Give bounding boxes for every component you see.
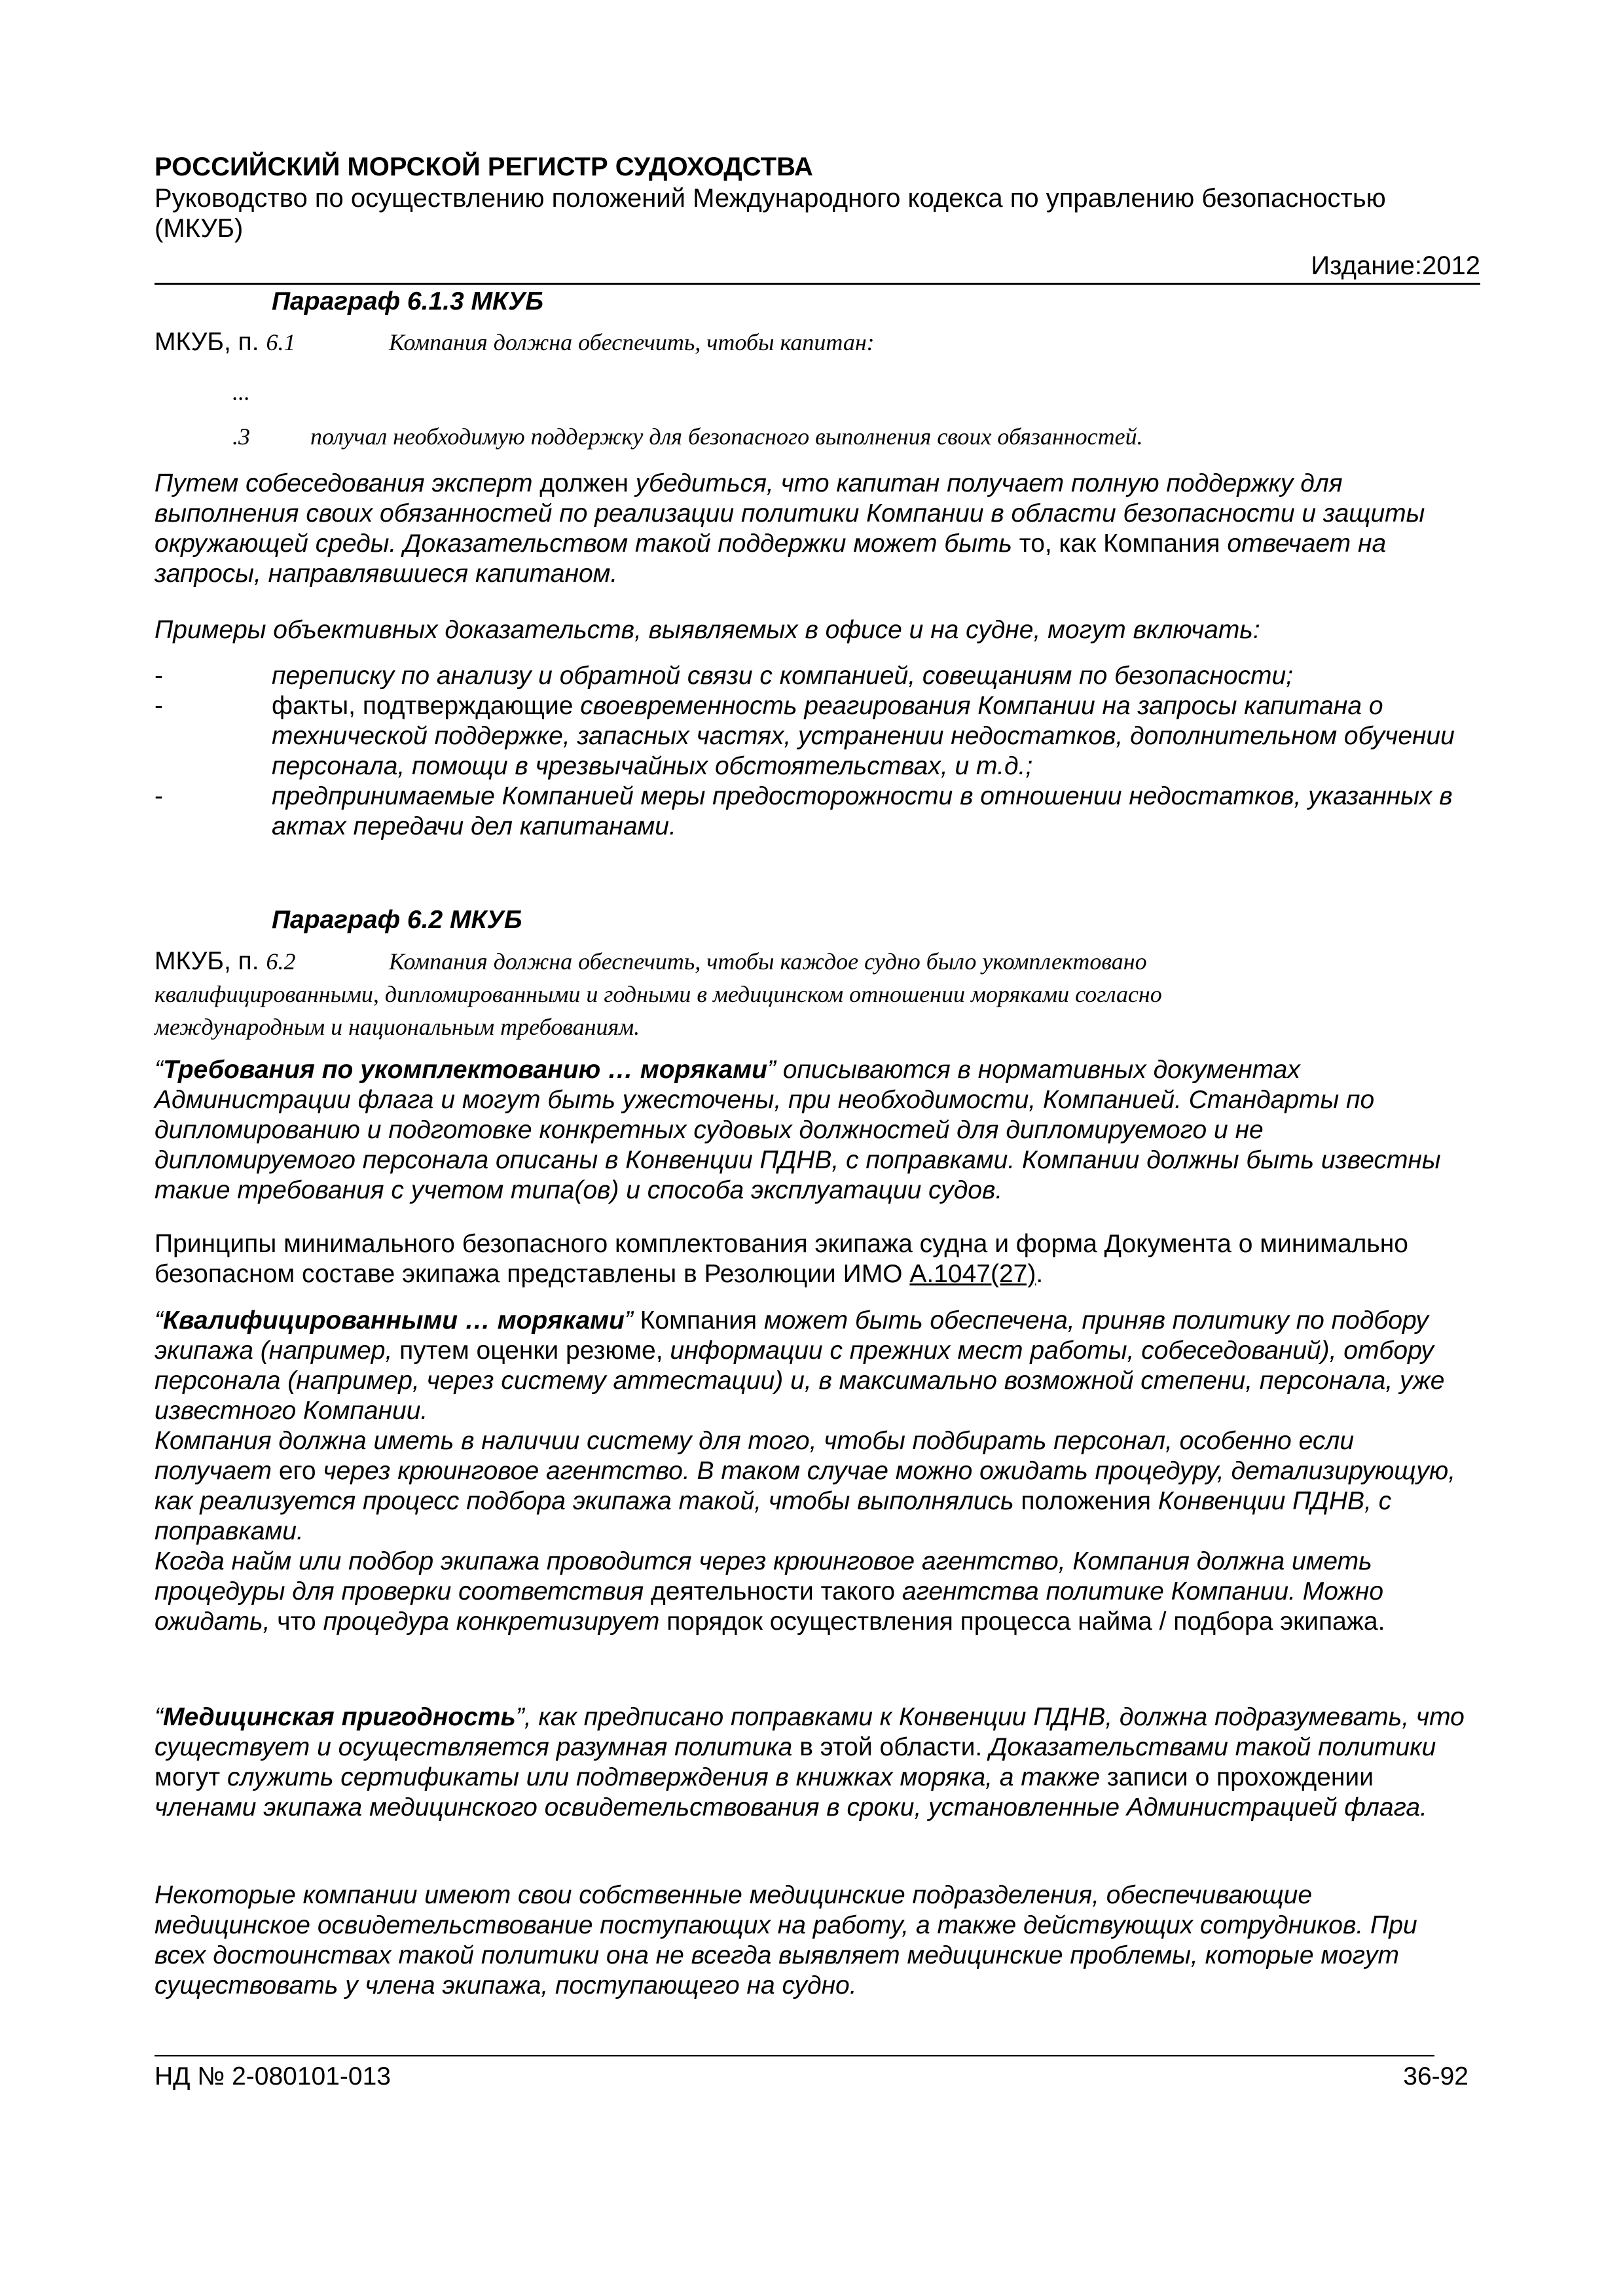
header-subtitle-line2: (МКУБ): [155, 214, 244, 243]
paragraph-manning-requirements: “Требования по укомплектованию … моряками” описываются в нормативных документах Администрации флага и могут быть ужесточены, при необходимости, Компанией. Стандарты по дипломированию и подготовке конкретных судовых должностей для дипломируемого и не дипломируемого персонала описаны в Конвенции ПДНВ, с поправками. Компании должны быть известны такие требования с учетом типа(ов) и способа эксплуатации судов.: [155, 1056, 1441, 1204]
resolution-link[interactable]: А.1047(27): [909, 1260, 1036, 1288]
paragraph-medical-departments: Некоторые компании имеют свои собственные медицинские подразделения, обеспечивающие медицинское освидетельствование поступающих на работу, а также действующих сотрудников. При всех достоинствах такой политики она не всегда выявляет медицинские проблемы, которые могут существовать у члена экипажа, поступающего на судно.: [155, 1881, 1417, 2000]
paragraph-qualified-seafarers: “Квалифицированными … моряками” Компания может быть обеспечена, приняв политику по подбору экипажа (например, путем оценки резюме, информации с прежних мест работы, собеседований), отбору персонала (например, через систему аттестации) и, в максимально возможной степени, персонала, уже известного Компании. Компания должна иметь в наличии систему для того, чтобы подбирать персонал, особенно если получает его через крюинговое агентство. В таком случае можно ожидать процедуру, детализирующую, как реализуется процесс подбора экипажа такой, чтобы выполнялись положения Конвенции ПДНВ, с поправками. Когда найм или подбор экипажа проводится через крюинговое агентство, Компания должна иметь процедуры для проверки соответствия деятельности такого агентства политике Компании. Можно ожидать, что процедура конкретизирует порядок осуществления процесса найма / подбора экипажа.: [155, 1306, 1456, 1636]
section-heading-6-1-3: Параграф 6.1.3 МКУБ: [272, 287, 543, 315]
bullet-item: переписку по анализу и обратной связи с компанией, совещаниям по безопасности;: [272, 662, 1294, 690]
paragraph-examples: Примеры объективных доказательств, выявляемых в офисе и на судне, могут включать:: [155, 616, 1260, 644]
paragraph-interview: Путем собеседования эксперт должен убедиться, что капитан получает полную поддержку для выполнения своих обязанностей по реализации политики Компании в области безопасности и защиты окружающей среды. Доказательством такой поддержки может быть то, как Компания отвечает на запросы, направлявшиеся капитаном.: [155, 469, 1425, 588]
ellipsis: ...: [232, 379, 250, 405]
reference-number: 6.2: [266, 948, 296, 975]
item-text: получал необходимую поддержку для безопасного выполнения своих обязанностей.: [310, 423, 1143, 450]
header-edition: Издание:2012: [1311, 251, 1480, 280]
bullet-item: предпринимаемые Компанией меры предосторожности в отношении недостатков, указанных в актах передачи дел капитанами.: [272, 782, 1453, 840]
reference-number: 6.1: [266, 329, 296, 355]
code-reference-6-2: [155, 946, 295, 977]
reference-label: МКУБ, п.: [155, 947, 259, 975]
reference-text-line3: международным и национальным требованиям.: [155, 1014, 640, 1040]
bullet-dash: -: [155, 662, 163, 690]
footer-page-number: 36-92: [1403, 2062, 1468, 2090]
header-rule: [155, 283, 1480, 285]
reference-text: Компания должна обеспечить, чтобы капитан:: [389, 329, 875, 355]
reference-text-line2: квалифицированными, дипломированными и годными в медицинском отношении моряками согласно: [155, 981, 1162, 1007]
code-reference-6-1: [155, 327, 295, 357]
paragraph-medical-fitness: “Медицинская пригодность”, как предписано поправками к Конвенции ПДНВ, должна подразумевать, что существует и осуществляется разумная политика в этой области. Доказательствами такой политики могут служить сертификаты или подтверждения в книжках моряка, а также записи о прохождении членами экипажа медицинского освидетельствования в сроки, установленные Администрацией флага.: [155, 1703, 1465, 1821]
header-org: РОССИЙСКИЙ МОРСКОЙ РЕГИСТР СУДОХОДСТВА: [155, 152, 813, 181]
header-subtitle-line1: Руководство по осуществлению положений Международного кодекса по управлению безопасностью: [155, 184, 1386, 213]
footer-rule: [155, 2055, 1434, 2056]
reference-text-line1: Компания должна обеспечить, чтобы каждое судно было укомплектовано: [389, 948, 1147, 975]
bullet-dash: -: [155, 692, 163, 720]
section-heading-6-2: Параграф 6.2 МКУБ: [272, 906, 522, 934]
paragraph-minimum-manning: Принципы минимального безопасного комплектования экипажа судна и форма Документа о минимально безопасном составе экипажа представлены в Резолюции ИМО А.1047(27).: [155, 1230, 1408, 1288]
bullet-item: факты, подтверждающие своевременность реагирования Компании на запросы капитана о технической поддержке, запасных частях, устранении недостатков, дополнительном обучении персонала, помощи в чрезвычайных обстоятельствах, и т.д.;: [272, 692, 1455, 780]
bullet-dash: -: [155, 782, 163, 810]
footer-doc-number: НД № 2-080101-013: [155, 2062, 391, 2090]
reference-label: МКУБ, п.: [155, 328, 259, 356]
item-number: .3: [232, 423, 250, 450]
